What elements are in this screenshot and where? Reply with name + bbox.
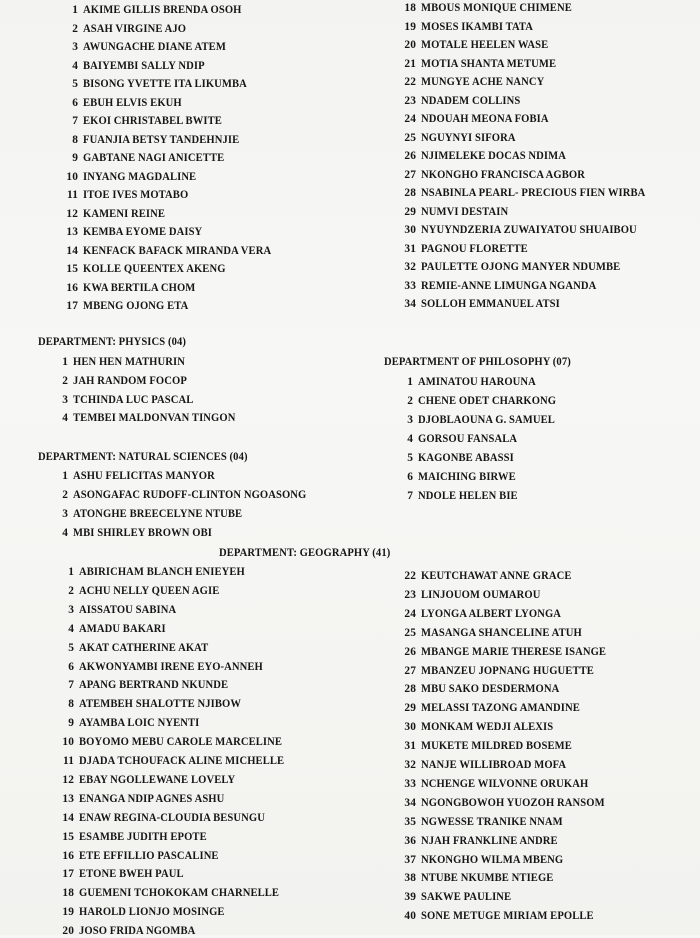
student-name: CHENE ODET CHARKONG — [418, 395, 557, 407]
student-name: TEMBEI MALDONVAN TINGON — [73, 412, 236, 425]
item-number: 30 — [404, 224, 416, 236]
department-heading-text: DEPARTMENT: NATURAL SCIENCES (04) — [38, 451, 248, 463]
item-number: 8 — [68, 698, 74, 711]
list-item — [58, 507, 255, 521]
list-item — [400, 242, 536, 256]
list-item — [400, 131, 523, 145]
student-name: SONE METUGE MIRIAM EPOLLE — [421, 910, 594, 923]
list-item — [62, 188, 196, 202]
list-item — [400, 279, 610, 293]
item-number: 14 — [62, 811, 74, 824]
item-number: 28 — [404, 187, 416, 199]
item-number: 40 — [404, 910, 416, 923]
list-item — [62, 262, 236, 276]
student-name: NGONGBOWOH YUOZOH RANSOM — [421, 796, 605, 809]
list-item — [62, 22, 194, 36]
item-number: 29 — [404, 702, 416, 715]
student-name: NJIMELEKE DOCAS NDIMA — [421, 150, 566, 162]
student-name: MBENG OJONG ETA — [83, 300, 189, 312]
student-name: NKONGHO WILMA MBENG — [421, 853, 564, 866]
list-item — [400, 834, 568, 848]
student-name: ITOE IVES MOTABO — [83, 189, 189, 201]
list-item — [62, 151, 235, 165]
list-item — [400, 223, 653, 237]
list-item — [403, 375, 545, 389]
student-name: KAMENI REINE — [83, 207, 166, 220]
list-item — [58, 526, 222, 540]
item-number: 18 — [62, 887, 74, 900]
item-number: 33 — [404, 279, 416, 292]
list-item — [62, 281, 204, 295]
item-number: 2 — [62, 374, 68, 387]
student-name: PAULETTE OJONG MANYER NDUMBE — [421, 261, 621, 273]
student-name: FUANJIA BETSY TANDEHNJIE — [83, 133, 240, 146]
item-number: 3 — [72, 41, 78, 53]
student-name: GABTANE NAGI ANICETTE — [83, 152, 225, 164]
student-name: ENANGA NDIP AGNES ASHU — [79, 792, 225, 805]
student-name: MBANZEU JOPNANG HUGUETTE — [421, 664, 594, 677]
list-item — [400, 186, 662, 200]
list-item — [58, 355, 193, 369]
item-number: 15 — [66, 263, 78, 275]
item-number: 23 — [404, 94, 416, 107]
list-item — [400, 758, 577, 772]
student-name: ASAH VIRGINE AJO — [83, 22, 187, 35]
item-number: 5 — [68, 641, 74, 654]
department-heading-text: DEPARTMENT: PHYSICS (04) — [38, 336, 187, 348]
list-item — [400, 205, 515, 219]
list-item — [400, 260, 635, 274]
student-name: AISSATOU SABINA — [79, 603, 177, 616]
list-item — [58, 603, 184, 617]
item-number: 1 — [62, 356, 68, 368]
student-name: NDADEM COLLINS — [421, 94, 521, 107]
item-number: 5 — [407, 452, 413, 464]
student-name: GORSOU FANSALA — [418, 433, 518, 445]
list-item — [62, 170, 205, 184]
list-item — [400, 112, 558, 126]
list-item — [403, 394, 567, 408]
list-item — [62, 59, 214, 73]
student-name: NGWESSE TRANIKE NNAM — [421, 815, 563, 828]
item-number: 24 — [404, 607, 416, 620]
student-name: KEUTCHAWAT ANNE GRACE — [421, 570, 572, 582]
student-name: MBANGE MARIE THERESE ISANGE — [421, 645, 607, 658]
item-number: 4 — [62, 412, 68, 425]
student-name: DJOBLAOUNA G. SAMUEL — [418, 414, 555, 426]
item-number: 7 — [68, 679, 74, 692]
item-number: 16 — [62, 849, 74, 862]
list-item — [58, 867, 191, 881]
student-name: ATEMBEH SHALOTTE NJIBOW — [79, 698, 242, 711]
item-number: 3 — [68, 603, 74, 616]
list-item — [400, 569, 583, 583]
item-number: 4 — [407, 433, 413, 445]
item-number: 4 — [72, 59, 78, 72]
list-item — [400, 168, 597, 182]
list-item — [62, 40, 237, 54]
item-number: 39 — [404, 891, 416, 904]
student-name: BOYOMO MEBU CAROLE MARCELINE — [79, 736, 283, 749]
student-name: EBUH ELVIS EKUH — [83, 96, 182, 109]
student-name: NJAH FRANKLINE ANDRE — [421, 834, 558, 847]
item-number: 21 — [404, 57, 416, 70]
list-item — [62, 244, 285, 258]
list-item — [58, 393, 202, 407]
item-number: 10 — [62, 736, 74, 749]
student-name: MOTALE HEELEN WASE — [421, 39, 549, 51]
department-heading — [38, 335, 197, 349]
student-name: TCHINDA LUC PASCAL — [73, 393, 194, 406]
list-item — [403, 470, 523, 484]
list-item — [62, 77, 259, 91]
list-item — [400, 75, 554, 89]
item-number: 12 — [66, 207, 78, 220]
student-name: ETE EFFILLIO PASCALINE — [79, 849, 219, 862]
student-name: AKWONYAMBI IRENE EYO-ANNEH — [79, 660, 263, 673]
student-name: KAGONBE ABASSI — [418, 452, 514, 464]
student-name: MUKETE MILDRED BOSEME — [421, 740, 572, 753]
list-item — [400, 626, 594, 640]
student-name: MELASSI TAZONG AMANDINE — [421, 702, 580, 715]
list-item — [403, 432, 525, 446]
list-item — [58, 849, 229, 863]
student-name: KWA BERTILA CHOM — [83, 281, 196, 294]
student-name: AMADU BAKARI — [79, 622, 166, 635]
student-name: NYUYNDZERIA ZUWAIYATOU SHUAIBOU — [421, 224, 637, 236]
list-item — [58, 773, 247, 787]
list-item — [400, 777, 601, 791]
student-name: NTUBE NKUMBE NTIEGE — [421, 872, 554, 885]
item-number: 31 — [404, 740, 416, 753]
list-item — [400, 682, 570, 696]
list-item — [400, 38, 558, 52]
item-number: 35 — [404, 815, 416, 828]
list-item — [58, 830, 216, 844]
item-number: 13 — [66, 226, 78, 238]
student-name: NANJE WILLIBROAD MOFA — [421, 759, 567, 771]
list-item — [62, 133, 251, 147]
student-name: MBOUS MONIQUE CHIMENE — [421, 2, 572, 14]
student-name: AWUNGACHE DIANE ATEM — [83, 41, 226, 53]
student-name: JOSO FRIDA NGOMBA — [79, 925, 196, 938]
student-name: NGUYNYI SIFORA — [421, 131, 516, 144]
item-number: 20 — [62, 925, 74, 938]
student-name: MOSES IKAMBI TATA — [421, 20, 534, 33]
student-name: PAGNOU FLORETTE — [421, 242, 528, 255]
student-name: NUMVI DESTAIN — [421, 205, 509, 218]
item-number: 4 — [68, 622, 74, 635]
item-number: 13 — [62, 792, 74, 805]
item-number: 34 — [404, 796, 416, 809]
student-name: MUNGYE ACHE NANCY — [421, 76, 545, 88]
list-item — [400, 815, 573, 829]
list-item — [58, 488, 324, 502]
student-name: ESAMBE JUDITH EPOTE — [79, 830, 207, 843]
list-item — [400, 607, 572, 621]
item-number: 3 — [407, 414, 413, 426]
item-number: 1 — [407, 376, 413, 388]
list-item — [58, 924, 204, 938]
student-name: APANG BERTRAND NKUNDE — [79, 679, 229, 692]
item-number: 23 — [404, 588, 416, 601]
student-name: BISONG YVETTE ITA LIKUMBA — [83, 78, 247, 90]
list-item — [400, 871, 563, 885]
list-item — [58, 411, 248, 425]
item-number: 2 — [62, 489, 68, 501]
item-number: 6 — [72, 96, 78, 109]
list-item — [58, 584, 230, 598]
list-item — [400, 853, 574, 867]
item-number: 6 — [407, 471, 413, 483]
student-name: NCHENGE WILVONNE ORUKAH — [421, 777, 589, 790]
student-name: HAROLD LIONJO MOSINGE — [79, 906, 225, 919]
student-name: KOLLE QUEENTEX AKENG — [83, 263, 226, 275]
item-number: 2 — [68, 584, 74, 597]
item-number: 34 — [404, 298, 416, 310]
student-name: GUEMENI TCHOKOKAM CHARNELLE — [79, 887, 280, 900]
item-number: 2 — [407, 395, 413, 407]
list-item — [58, 678, 239, 692]
list-item — [62, 207, 171, 221]
item-number: 19 — [404, 20, 416, 33]
list-item — [403, 451, 521, 465]
student-name: ATONGHE BREECELYNE NTUBE — [73, 508, 243, 520]
department-heading — [219, 546, 403, 560]
list-item — [62, 225, 211, 239]
student-name: NDOLE HELEN BIE — [418, 490, 518, 502]
item-number: 32 — [404, 261, 416, 273]
student-name: MBI SHIRLEY BROWN OBI — [73, 527, 213, 539]
student-name: KEMBA EYOME DAISY — [83, 226, 203, 238]
student-name: LINJOUOM OUMAROU — [421, 588, 541, 601]
student-name: NDOUAH MEONA FOBIA — [421, 113, 549, 125]
list-item — [58, 565, 257, 579]
department-heading — [38, 450, 263, 464]
student-name: ENAW REGINA-CLOUDIA BESUNGU — [79, 811, 265, 824]
item-number: 9 — [68, 717, 74, 730]
student-name: LYONGA ALBERT LYONGA — [421, 607, 562, 620]
item-number: 7 — [72, 115, 78, 127]
item-number: 27 — [404, 168, 416, 181]
item-number: 29 — [404, 205, 416, 218]
list-item — [403, 489, 525, 503]
item-number: 22 — [404, 570, 416, 582]
item-number: 36 — [404, 834, 416, 847]
item-number: 15 — [62, 830, 74, 843]
item-number: 27 — [404, 664, 416, 677]
list-item — [400, 1, 583, 15]
list-item — [400, 909, 607, 923]
student-name: MONKAM WEDJI ALEXIS — [421, 721, 554, 734]
student-name: DJADA TCHOUFACK ALINE MICHELLE — [79, 755, 285, 767]
list-item — [58, 697, 253, 711]
item-number: 8 — [72, 133, 78, 146]
department-heading-text: DEPARTMENT OF PHILOSOPHY (07) — [384, 356, 571, 368]
department-heading-text: DEPARTMENT: GEOGRAPHY (41) — [219, 547, 391, 559]
student-name: JAH RANDOM FOCOP — [73, 374, 187, 387]
item-number: 6 — [68, 660, 74, 673]
item-number: 5 — [72, 78, 78, 90]
item-number: 3 — [62, 508, 68, 520]
list-item — [400, 720, 563, 734]
item-number: 2 — [72, 22, 78, 35]
item-number: 3 — [62, 393, 68, 406]
student-name: AYAMBA LOIC NYENTI — [79, 717, 200, 730]
list-item — [58, 811, 279, 825]
list-item — [58, 905, 236, 919]
list-item — [62, 114, 232, 128]
student-name: SOLLOH EMMANUEL ATSI — [421, 298, 560, 310]
list-item — [58, 374, 195, 388]
item-number: 12 — [62, 773, 74, 786]
item-number: 33 — [404, 777, 416, 790]
student-name: ASHU FELICITAS MANYOR — [73, 470, 215, 482]
item-number: 28 — [404, 683, 416, 696]
item-number: 10 — [66, 170, 78, 183]
list-item — [58, 716, 208, 730]
list-item — [400, 664, 607, 678]
item-number: 37 — [404, 853, 416, 866]
list-item — [400, 149, 577, 163]
student-name: NSABINLA PEARL- PRECIOUS FIEN WIRBA — [421, 187, 646, 199]
student-name: MAICHING BIRWE — [418, 471, 516, 483]
list-item — [62, 299, 196, 313]
item-number: 30 — [404, 721, 416, 734]
list-item — [58, 469, 226, 483]
list-item — [400, 20, 541, 34]
list-item — [62, 3, 253, 17]
student-name: ETONE BWEH PAUL — [79, 868, 184, 881]
student-name: EKOI CHRISTABEL BWITE — [83, 115, 222, 127]
item-number: 22 — [404, 76, 416, 88]
student-name: MBU SAKO DESDERMONA — [421, 683, 560, 696]
department-heading — [384, 355, 585, 369]
item-number: 4 — [62, 527, 68, 539]
list-item — [400, 701, 592, 715]
list-item — [400, 57, 566, 71]
student-name: AMINATOU HAROUNA — [418, 376, 536, 388]
item-number: 19 — [62, 906, 74, 919]
item-number: 26 — [404, 150, 416, 162]
student-name: NKONGHO FRANCISCA AGBOR — [421, 168, 585, 181]
item-number: 11 — [63, 755, 74, 767]
student-name: BAIYEMBI SALLY NDIP — [83, 59, 205, 72]
list-item — [58, 660, 277, 674]
list-item — [400, 297, 570, 311]
item-number: 1 — [62, 470, 68, 482]
student-name: INYANG MAGDALINE — [83, 170, 197, 183]
student-name: MOTIA SHANTA METUME — [421, 57, 557, 70]
student-name: HEN HEN MATHURIN — [73, 356, 185, 368]
item-number: 11 — [67, 189, 78, 201]
student-name: ABIRICHAM BLANCH ENIEYEH — [79, 566, 245, 578]
item-number: 25 — [404, 131, 416, 144]
student-name: ACHU NELLY QUEEN AGIE — [79, 584, 220, 597]
list-item — [58, 792, 235, 806]
item-number: 26 — [404, 645, 416, 658]
list-item — [58, 754, 300, 768]
student-name: MASANGA SHANCELINE ATUH — [421, 626, 582, 639]
list-item — [400, 645, 620, 659]
student-name: EBAY NGOLLEWANE LOVELY — [79, 773, 236, 786]
item-number: 31 — [404, 242, 416, 255]
list-item — [400, 796, 619, 810]
item-number: 25 — [404, 626, 416, 639]
item-number: 32 — [404, 759, 416, 771]
item-number: 20 — [404, 39, 416, 51]
item-number: 17 — [62, 868, 74, 881]
student-name: AKIME GILLIS BRENDA OSOH — [83, 4, 242, 16]
list-item — [403, 413, 565, 427]
item-number: 24 — [404, 113, 416, 125]
list-item — [400, 588, 549, 602]
list-item — [58, 622, 172, 636]
list-item — [400, 890, 518, 904]
student-name: REMIE-ANNE LIMUNGA NGANDA — [421, 279, 597, 292]
student-name: AKAT CATHERINE AKAT — [79, 641, 209, 654]
item-number: 16 — [66, 281, 78, 294]
item-number: 7 — [407, 490, 413, 502]
list-item — [58, 641, 218, 655]
list-item — [58, 735, 297, 749]
list-item — [62, 96, 189, 110]
item-number: 1 — [72, 4, 78, 16]
item-number: 9 — [72, 152, 78, 164]
item-number: 38 — [404, 872, 416, 885]
item-number: 14 — [66, 244, 78, 257]
list-item — [400, 739, 583, 753]
list-item — [58, 886, 294, 900]
item-number: 17 — [66, 300, 78, 312]
student-name: KENFACK BAFACK MIRANDA VERA — [83, 244, 272, 257]
item-number: 18 — [404, 2, 416, 14]
student-name: ASONGAFAC RUDOFF-CLINTON NGOASONG — [73, 489, 307, 501]
item-number: 1 — [68, 566, 74, 578]
student-name: SAKWE PAULINE — [421, 891, 512, 904]
list-item — [400, 94, 528, 108]
